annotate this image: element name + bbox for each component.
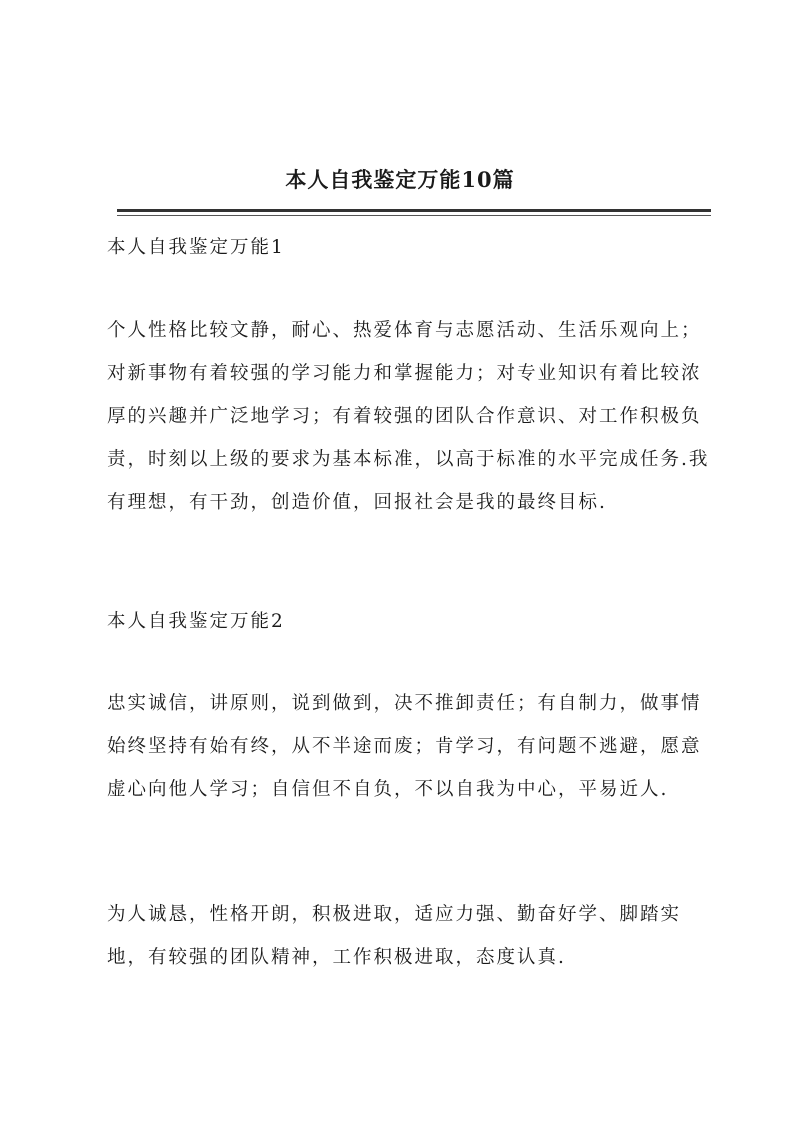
section-2-paragraph-1: 忠实诚信，讲原则，说到做到，决不推卸责任；有自制力，做事情始终坚持有始有终，从不半途而废；肯学习，有问题不逃避，愿意虚心向他人学习；自信但不自负，不以自我为中心，平易近人. bbox=[107, 693, 702, 800]
section-2-paragraph-2: 为人诚恳，性格开朗，积极进取，适应力强、勤奋好学、脚踏实地，有较强的团队精神，工作积极进取，态度认真. bbox=[107, 904, 682, 968]
section-heading-1: 本人自我鉴定万能1 bbox=[107, 237, 285, 258]
section-heading-2: 本人自我鉴定万能2 bbox=[107, 611, 285, 632]
section-1-paragraph-1: 个人性格比较文静，耐心、热爱体育与志愿活动、生活乐观向上；对新事物有着较强的学习能力和掌握能力；对专业知识有着比较浓厚的兴趣并广泛地学习；有着较强的团队合作意识、对工作积极负责，时刻以上级的要求为基本标准，以高于标准的水平完成任务.我有理想，有干劲，创造价值，回报社会是我的最终目标. bbox=[107, 320, 710, 513]
title-divider bbox=[117, 209, 711, 212]
document-title: 本人自我鉴定万能10篇 bbox=[285, 167, 515, 192]
